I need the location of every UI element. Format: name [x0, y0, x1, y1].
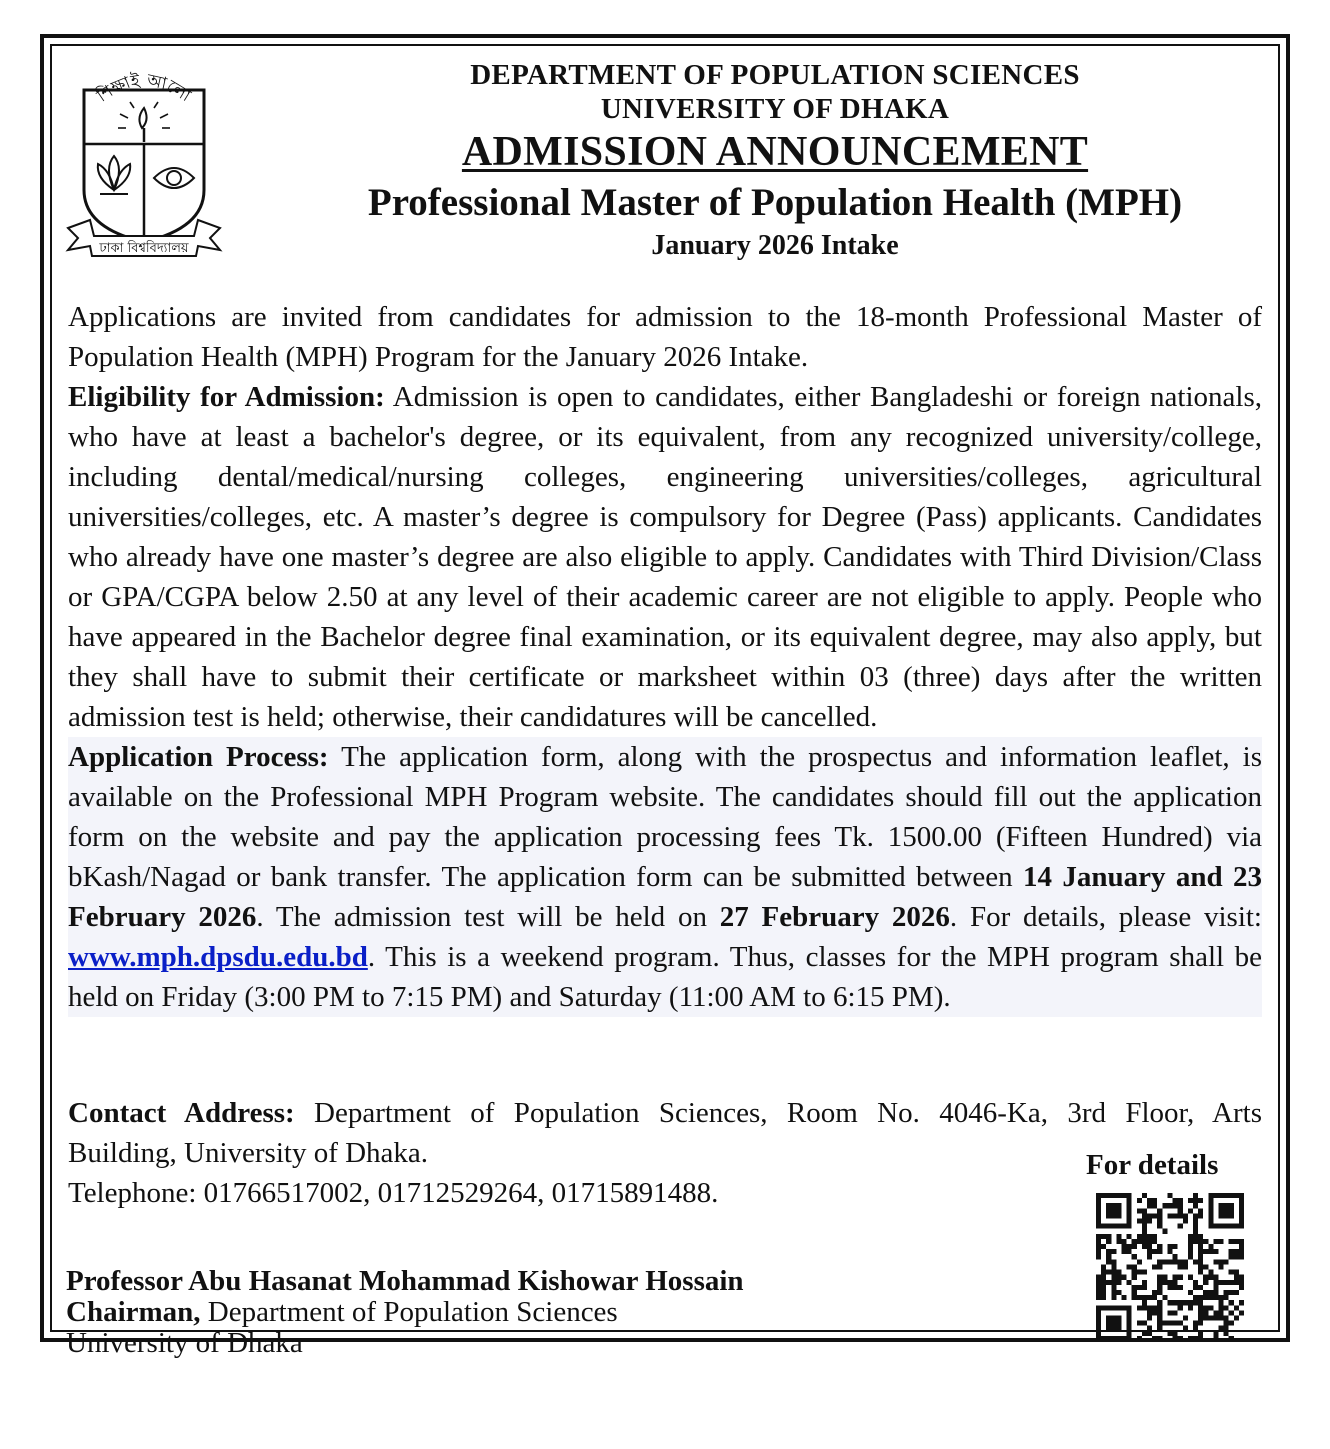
telephone-line: Telephone: 01766517002, 01712529264, 01715891488. — [68, 1177, 719, 1209]
submission-dates: 14 January and 23 February 2026 — [68, 861, 1262, 933]
contact-section — [68, 1093, 1262, 1213]
seal-ribbon-text: ঢাকা বিশ্ববিদ্যালয় — [99, 241, 189, 256]
contact-label: Contact Address: — [68, 1097, 295, 1129]
department-name: DEPARTMENT OF POPULATION SCIENCES — [470, 59, 1080, 91]
application-text-4: . This is a weekend program. Thus, classes for the MPH program shall be held on Friday (3:00 PM to 7:15 PM) and Saturday (11:00 AM to 6:15 PM). — [68, 941, 1262, 1013]
university-seal-logo — [60, 60, 228, 260]
university-name: UNIVERSITY OF DHAKA — [600, 93, 950, 125]
contact-line-2: Building, University of Dhaka. — [68, 1137, 429, 1169]
announcement-title: ADMISSION ANNOUNCEMENT — [461, 129, 1089, 175]
application-label: Application Process: — [68, 741, 329, 773]
signature-block — [66, 1266, 744, 1359]
eligibility-text: Admission is open to candidates, either Bangladeshi or foreign nationals, who have at least a bachelor's degree, or its equivalent, from any recognized university/college, including dental/medical/nursing colleges, engineering universities/colleges, agricultural universities/colleges, etc. A master’s degree is compulsory for Degree (Pass) applicants. Candidates who already have one master’s degree are also eligible to apply. Candidates with Third Division/Class or GPA/CGPA below 2.50 at any level of their academic career are not eligible to apply. People who have appeared in the Bachelor degree final examination, or its equivalent degree, may also apply, but they shall have to submit their certificate or marksheet within 03 (three) days after the written admission test is held; otherwise, their candidatures will be cancelled. — [68, 381, 1262, 733]
application-paragraph — [68, 737, 1262, 1017]
intake-label: January 2026 Intake — [651, 230, 899, 261]
contact-address: Department of Population Sciences, Room No. 4046-Ka, 3rd Floor, Arts — [294, 1097, 1262, 1129]
announcement-header — [250, 58, 1300, 264]
application-text: The application form, along with the prospectus and information leaflet, is available on the Professional MPH Program website. The candidates should fill out the application form on the website and pay the application processing fees Tk. 1500.00 (Fifteen Hundred) via bKash/Nagad or bank transfer. The application form can be submitted between — [68, 741, 1262, 893]
seal-motto: শিক্ষাই আলো — [93, 70, 195, 107]
signatory-university: University of Dhaka — [66, 1327, 303, 1359]
program-title: Professional Master of Population Health (MPH) — [367, 181, 1183, 224]
qr-caption: For details — [1086, 1149, 1219, 1181]
eligibility-label: Eligibility for Admission: — [68, 381, 385, 413]
test-date: 27 February 2026 — [719, 901, 950, 933]
signatory-title: Chairman, — [66, 1296, 201, 1328]
intro-paragraph: Applications are invited from candidates for admission to the 18-month Professional Master of Population Health (MPH) Program for the January 2026 Intake. — [68, 301, 1262, 373]
website-link[interactable]: www.mph.dpsdu.edu.bd — [68, 941, 368, 973]
application-text-3: . For details, please visit: — [949, 901, 1262, 933]
signatory-name: Professor Abu Hasanat Mohammad Kishowar Hossain — [66, 1265, 744, 1297]
qr-code-icon[interactable] — [1096, 1193, 1244, 1341]
contact-line-1 — [68, 1093, 1262, 1133]
application-text-2: . The admission test will be held on — [256, 901, 720, 933]
signatory-department: Department of Population Sciences — [200, 1296, 618, 1328]
eligibility-paragraph — [68, 377, 1262, 737]
announcement-body — [68, 297, 1262, 1017]
svg-text:শিক্ষাই আলো — [92, 70, 195, 107]
